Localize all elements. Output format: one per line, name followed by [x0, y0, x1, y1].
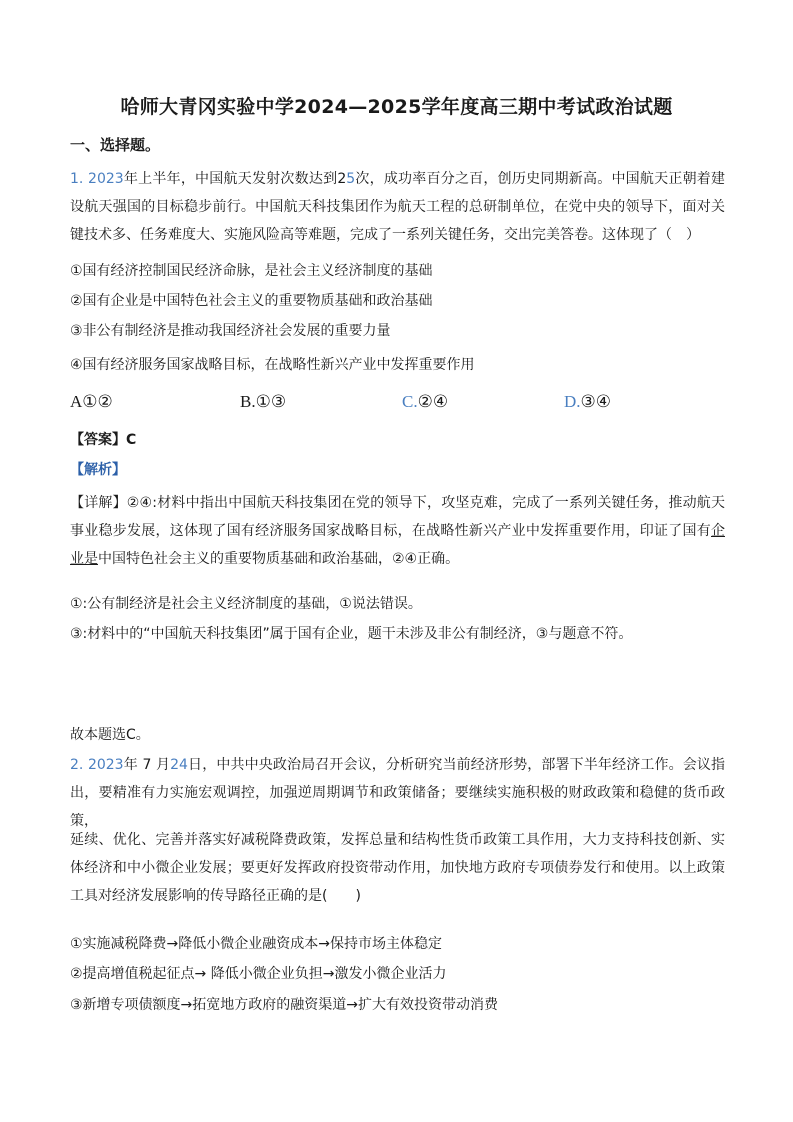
- question-1-stem: 1. 2023年上半年，中国航天发射次数达到25次，成功率百分之百，创历史同期新高。中国航天正朝着建设航天强国的目标稳步前行。中国航天科技集团作为航天工程的总研制单位，在党中央的领导下，面对关键技术多、任务难度大、实施风险高等难题，完成了一系列关键任务，交出完美答卷。这体现了（ ）: [70, 171, 726, 243]
- q2-option-1: ①实施减税降费→降低小微企业融资成本→保持市场主体稳定: [70, 936, 443, 952]
- choice-c[interactable]: C.②④: [402, 392, 449, 412]
- answer-label: 【答案】C: [70, 432, 137, 448]
- choice-d[interactable]: D.③④: [564, 392, 612, 412]
- question-1-year: 2023: [88, 171, 124, 187]
- underlined-text: 企业是: [70, 523, 725, 567]
- q1-option-3: ③非公有制经济是推动我国经济社会发展的重要力量: [70, 323, 391, 339]
- note-2: ③:材料中的“中国航天科技集团”属于国有企业，题干未涉及非公有制经济，③与题意不符。: [70, 626, 633, 642]
- section-heading: 一、选择题。: [70, 136, 161, 154]
- q1-option-4: ④国有经济服务国家战略目标，在战略性新兴产业中发挥重要作用: [70, 357, 475, 373]
- detail-paragraph: 【详解】②④:材料中指出中国航天科技集团在党的领导下，攻坚克难，完成了一系列关键任务，推动航天事业稳步发展，这体现了国有经济服务国家战略目标，在战略性新兴产业中发挥重要作用，印证了国有企业是中国特色社会主义的重要物质基础和政治基础，②④正确。: [70, 495, 725, 567]
- choice-b[interactable]: B.①③: [240, 392, 287, 412]
- q1-option-2: ②国有企业是中国特色社会主义的重要物质基础和政治基础: [70, 293, 433, 309]
- choice-a[interactable]: A①②: [70, 392, 113, 412]
- q1-choices: [70, 392, 730, 418]
- conclusion: 故本题选C。: [70, 727, 150, 743]
- q2-option-2: ②提高增值税起征点→ 降低小微企业负担→激发小微企业活力: [70, 966, 447, 982]
- question-2-number: 2.: [70, 757, 88, 773]
- question-1-number: 1.: [70, 171, 89, 187]
- page-title: 哈师大青冈实验中学2024—2025学年度高三期中考试政治试题: [120, 96, 673, 118]
- question-2-stem-part2: 延续、优化、完善并落实好减税降费政策，发挥总量和结构性货币政策工具作用，大力支持科技创新、实体经济和中小微企业发展；要更好发挥政府投资带动作用，加快地方政府专项债券发行和使用。以上政策工具对经济发展影响的传导路径正确的是( ): [70, 832, 725, 904]
- note-1: ①:公有制经济是社会主义经济制度的基础，①说法错误。: [70, 596, 422, 612]
- q2-option-3: ③新增专项债额度→拓宽地方政府的融资渠道→扩大有效投资带动消费: [70, 997, 499, 1013]
- q1-option-1: ①国有经济控制国民经济命脉，是社会主义经济制度的基础: [70, 263, 433, 279]
- question-2-stem-part1: 2. 2023年 7 月24日，中共中央政治局召开会议，分析研究当前经济形势，部署下半年经济工作。会议指出，要精准有力实施宏观调控，加强逆周期调节和政策储备；要继续实施积极的财政政策和稳健的货币政策，: [70, 757, 726, 829]
- analysis-label: 【解析】: [70, 462, 126, 478]
